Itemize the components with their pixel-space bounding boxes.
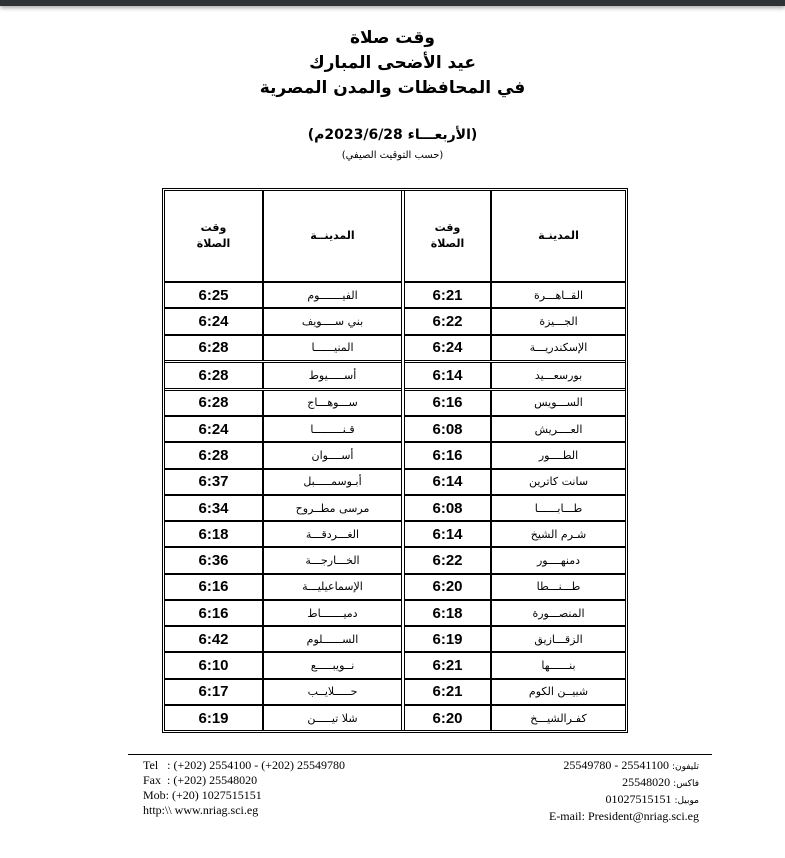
footer-tel: Tel : (+202) 2554100 - (+202) 25549780 bbox=[143, 758, 346, 772]
viewer-top-bar bbox=[0, 0, 785, 6]
left-city-cell: نــويبـــــع bbox=[263, 652, 403, 678]
mob-label: موبيل: bbox=[674, 796, 699, 806]
right-city-cell: المنصـــورة bbox=[491, 600, 625, 626]
left-time-cell: 6:10 bbox=[165, 652, 263, 678]
table-row bbox=[165, 626, 625, 652]
table-row bbox=[165, 679, 625, 705]
header-city-left: المدينــة bbox=[263, 191, 403, 282]
right-city-cell: بورسعـــيد bbox=[491, 361, 625, 389]
left-time-cell: 6:28 bbox=[165, 335, 263, 362]
footer-contact-ar bbox=[420, 758, 699, 824]
table-row bbox=[165, 600, 625, 626]
title-line-3: في المحافظات والمدن المصرية bbox=[259, 78, 526, 98]
header-time-word: وقت bbox=[200, 221, 227, 234]
table-row bbox=[165, 282, 625, 308]
right-city-cell: الإسكندريـــة bbox=[491, 335, 625, 362]
table-row bbox=[165, 389, 625, 416]
left-time-cell: 6:28 bbox=[165, 361, 263, 389]
document-title bbox=[0, 26, 785, 101]
left-time-cell: 6:37 bbox=[165, 469, 263, 495]
fax-label: فاكس: bbox=[673, 779, 699, 789]
document-date: (الأربعـــاء 2023/6/28م) bbox=[307, 127, 478, 143]
left-time-cell: 6:36 bbox=[165, 547, 263, 573]
right-time-cell: 6:21 bbox=[403, 282, 491, 308]
left-city-cell: الغـــردقـــة bbox=[263, 521, 403, 547]
right-time-cell: 6:18 bbox=[403, 600, 491, 626]
header-prayer-word: الصلاة bbox=[430, 237, 465, 250]
right-time-cell: 6:14 bbox=[403, 361, 491, 389]
left-time-cell: 6:17 bbox=[165, 679, 263, 705]
document-subtitle: (حسب التوقيت الصيفي) bbox=[341, 150, 444, 161]
left-time-cell: 6:18 bbox=[165, 521, 263, 547]
header-city-right: المدينـة bbox=[491, 191, 625, 282]
left-time-cell: 6:19 bbox=[165, 705, 263, 730]
mob-value: 01027515151 bbox=[605, 792, 672, 806]
footer-fax: Fax : (+202) 25548020 bbox=[143, 773, 258, 787]
left-city-cell: الفيـــــــوم bbox=[263, 282, 403, 308]
right-city-cell: العــــريش bbox=[491, 416, 625, 442]
right-city-cell: سانت كاترين bbox=[491, 469, 625, 495]
right-time-cell: 6:24 bbox=[403, 335, 491, 362]
left-city-cell: شلا تيـــــن bbox=[263, 705, 403, 730]
tel-value: 25549780 - 25541100 bbox=[563, 758, 669, 772]
left-time-cell: 6:24 bbox=[165, 308, 263, 334]
right-city-cell: الزقـــازيق bbox=[491, 626, 625, 652]
right-time-cell: 6:22 bbox=[403, 308, 491, 334]
title-line-2: عيد الأضحى المبارك bbox=[309, 53, 476, 73]
left-time-cell: 6:25 bbox=[165, 282, 263, 308]
fax-value: 25548020 bbox=[622, 775, 671, 789]
footer-website[interactable]: http:\\ www.nriag.sci.eg bbox=[143, 803, 259, 817]
footer-mobile: Mob: (+20) 1027515151 bbox=[143, 788, 262, 802]
left-city-cell: المنيــــــا bbox=[263, 335, 403, 362]
left-time-cell: 6:24 bbox=[165, 416, 263, 442]
right-city-cell: شبيــن الكوم bbox=[491, 679, 625, 705]
table-row bbox=[165, 442, 625, 468]
right-time-cell: 6:21 bbox=[403, 652, 491, 678]
left-time-cell: 6:16 bbox=[165, 574, 263, 600]
right-time-cell: 6:14 bbox=[403, 521, 491, 547]
prayer-times-table bbox=[162, 188, 628, 733]
table-row bbox=[165, 652, 625, 678]
left-time-cell: 6:28 bbox=[165, 389, 263, 416]
right-time-cell: 6:20 bbox=[403, 705, 491, 730]
left-city-cell: الســــــلوم bbox=[263, 626, 403, 652]
table-row bbox=[165, 495, 625, 521]
footer-fax-ar bbox=[420, 775, 699, 792]
right-city-cell: طـــنـــطا bbox=[491, 574, 625, 600]
footer-email[interactable]: E-mail: President@nriag.sci.eg bbox=[548, 809, 699, 823]
left-time-cell: 6:42 bbox=[165, 626, 263, 652]
table-row bbox=[165, 705, 625, 730]
table-row bbox=[165, 547, 625, 573]
header-prayer-word: الصلاة bbox=[196, 237, 231, 250]
left-city-cell: حـــــلايــب bbox=[263, 679, 403, 705]
table-row bbox=[165, 416, 625, 442]
footer-contact-en bbox=[143, 758, 443, 818]
left-city-cell: بني ســــويف bbox=[263, 308, 403, 334]
right-city-cell: كفـرالشيـــخ bbox=[491, 705, 625, 730]
right-time-cell: 6:08 bbox=[403, 416, 491, 442]
header-time-left bbox=[165, 191, 263, 282]
footer-mobile-ar bbox=[420, 792, 699, 809]
table-row bbox=[165, 361, 625, 389]
right-city-cell: الســـويس bbox=[491, 389, 625, 416]
table-row bbox=[165, 469, 625, 495]
left-city-cell: الخـــارجـــة bbox=[263, 547, 403, 573]
right-city-cell: بنــــــها bbox=[491, 652, 625, 678]
left-city-cell: أســـــيوط bbox=[263, 361, 403, 389]
left-city-cell: أســــوان bbox=[263, 442, 403, 468]
title-line-1: وقت صلاة bbox=[350, 28, 435, 48]
header-time-word: وقت bbox=[434, 221, 461, 234]
right-time-cell: 6:21 bbox=[403, 679, 491, 705]
right-time-cell: 6:19 bbox=[403, 626, 491, 652]
tel-label: تليفون: bbox=[671, 762, 699, 772]
right-city-cell: القــاهـــرة bbox=[491, 282, 625, 308]
header-time-right bbox=[403, 191, 491, 282]
left-city-cell: دميـــــــاط bbox=[263, 600, 403, 626]
right-city-cell: دمنهــــور bbox=[491, 547, 625, 573]
right-city-cell: الجـــيزة bbox=[491, 308, 625, 334]
footer-divider bbox=[128, 754, 712, 755]
right-city-cell: طـــابــــــا bbox=[491, 495, 625, 521]
right-time-cell: 6:22 bbox=[403, 547, 491, 573]
table-row bbox=[165, 521, 625, 547]
left-time-cell: 6:16 bbox=[165, 600, 263, 626]
left-city-cell: قـنـــــــــا bbox=[263, 416, 403, 442]
left-city-cell: أبـوسمـــــبل bbox=[263, 469, 403, 495]
right-time-cell: 6:14 bbox=[403, 469, 491, 495]
right-city-cell: الطــــور bbox=[491, 442, 625, 468]
left-time-cell: 6:28 bbox=[165, 442, 263, 468]
left-city-cell: الإسماعيليـــة bbox=[263, 574, 403, 600]
left-city-cell: ســـوهـــاج bbox=[263, 389, 403, 416]
right-time-cell: 6:16 bbox=[403, 389, 491, 416]
left-time-cell: 6:34 bbox=[165, 495, 263, 521]
left-city-cell: مرسى مطــروح bbox=[263, 495, 403, 521]
right-time-cell: 6:16 bbox=[403, 442, 491, 468]
right-time-cell: 6:08 bbox=[403, 495, 491, 521]
table-row bbox=[165, 335, 625, 362]
right-time-cell: 6:20 bbox=[403, 574, 491, 600]
footer-tel-ar bbox=[420, 758, 699, 775]
table-row bbox=[165, 574, 625, 600]
right-city-cell: شـرم الشيخ bbox=[491, 521, 625, 547]
table-row bbox=[165, 308, 625, 334]
